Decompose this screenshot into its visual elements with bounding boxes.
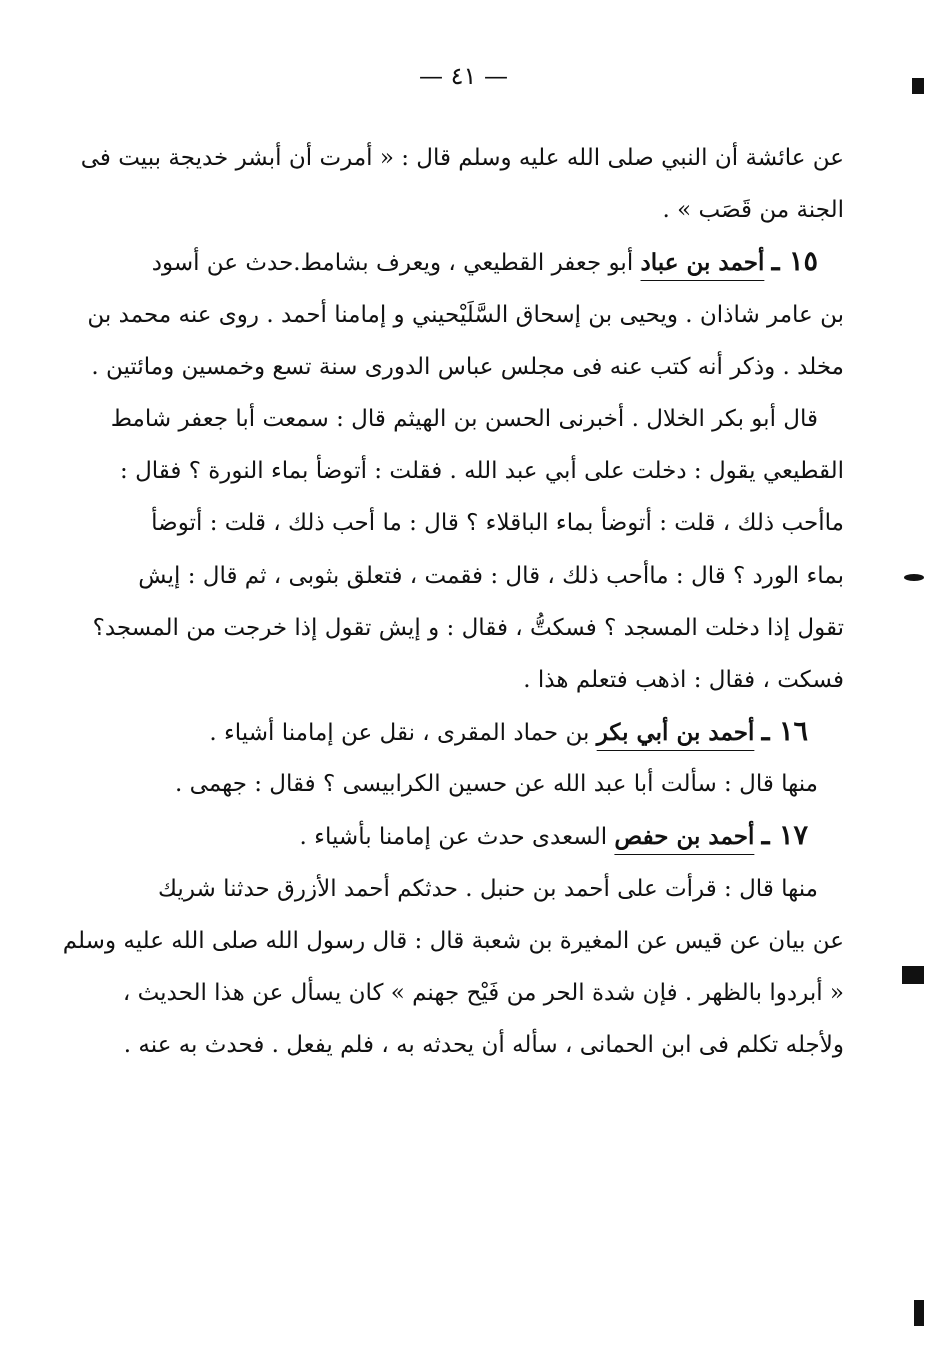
entry-number: ١٧ ـ [761,820,808,852]
text-line: القطيعي يقول : دخلت على أبي عبد الله . فقلت : أتوضأ بماء النورة ؟ فقال : [120,458,844,485]
text-line: « أبردوا بالظهر . فإن شدة الحر من فَيْح جهنم » كان يسأل عن هذا الحديث ، [122,980,844,1006]
text-line: عن عائشة أن النبي صلى الله عليه وسلم قال : « أمرت أن أبشر خديجة ببيت فى [80,145,844,171]
entry-text: أبو جعفر القطيعي ، ويعرف بشامط.حدث عن أسود [151,250,634,277]
text-line: فسكت ، فقال : اذهب فتعلم هذا . [523,666,844,693]
text-line: منها قال : قرأت على أحمد بن حنبل . حدثكم أحمد الأزرق حدثنا شريك [158,875,818,902]
page-text [62,132,844,1071]
margin-mark [904,574,924,581]
entry-text: بن حماد المقرى ، نقل عن إمامنا أشياء . [209,720,590,747]
text-line: عن بيان عن قيس عن المغيرة بن شعبة قال : قال رسول الله صلى الله عليه وسلم [62,927,844,954]
margin-mark [912,78,924,94]
text-line: منها قال : سألت أبا عبد الله عن حسين الكرابيسى ؟ فقال : جهمى . [175,771,818,798]
entry-17 [192,810,844,862]
entry-number: ١٥ ـ [771,246,818,278]
margin-mark [902,966,924,984]
entry-text: السعدى حدث عن إمامنا بأشياء . [299,824,608,851]
entry-16 [192,706,844,758]
text-line: مخلد . وذكر أنه كتب عنه فى مجلس عباس الدورى سنة تسع وخمسين ومائتين . [91,353,844,380]
text-line: الجنة من قَصَب » . [662,197,844,224]
entry-15 [151,236,844,288]
text-line: قال أبو بكر الخلال . أخبرنى الحسن بن الهيثم قال : سمعت أبا جعفر شامط [110,405,818,432]
text-line: بن عامر شاذان . ويحيى بن إسحاق السَّلَيْحيني و إمامنا أحمد . روى عنه محمد بن [87,301,844,328]
entry-name: أحمد بن أبي بكر [596,719,755,747]
entry-number: ١٦ ـ [761,716,808,748]
text-line: تقول إذا دخلت المسجد ؟ فسكتُّ ، فقال : و إيش تقول إذا خرجت من المسجد؟ [92,614,844,641]
margin-mark [914,1300,924,1326]
text-line: بماء الورد ؟ قال : ماأحب ذلك ، قال : فقمت ، فتعلق بثوبى ، ثم قال : إيش [138,562,844,589]
entry-name: أحمد بن عباد [640,249,765,277]
page-number: — ٤١ — [418,62,509,90]
text-line: ولأجله تكلم فى ابن الحمانى ، سأله أن يحدثه به ، فلم يفعل . فحدث به عنه . [123,1032,844,1059]
text-line: ماأحب ذلك ، قلت : أتوضأ بماء الباقلاء ؟ قال : ما أحب ذلك ، قلت : أتوضأ [151,510,844,537]
entry-name: أحمد بن حفص [614,823,755,851]
